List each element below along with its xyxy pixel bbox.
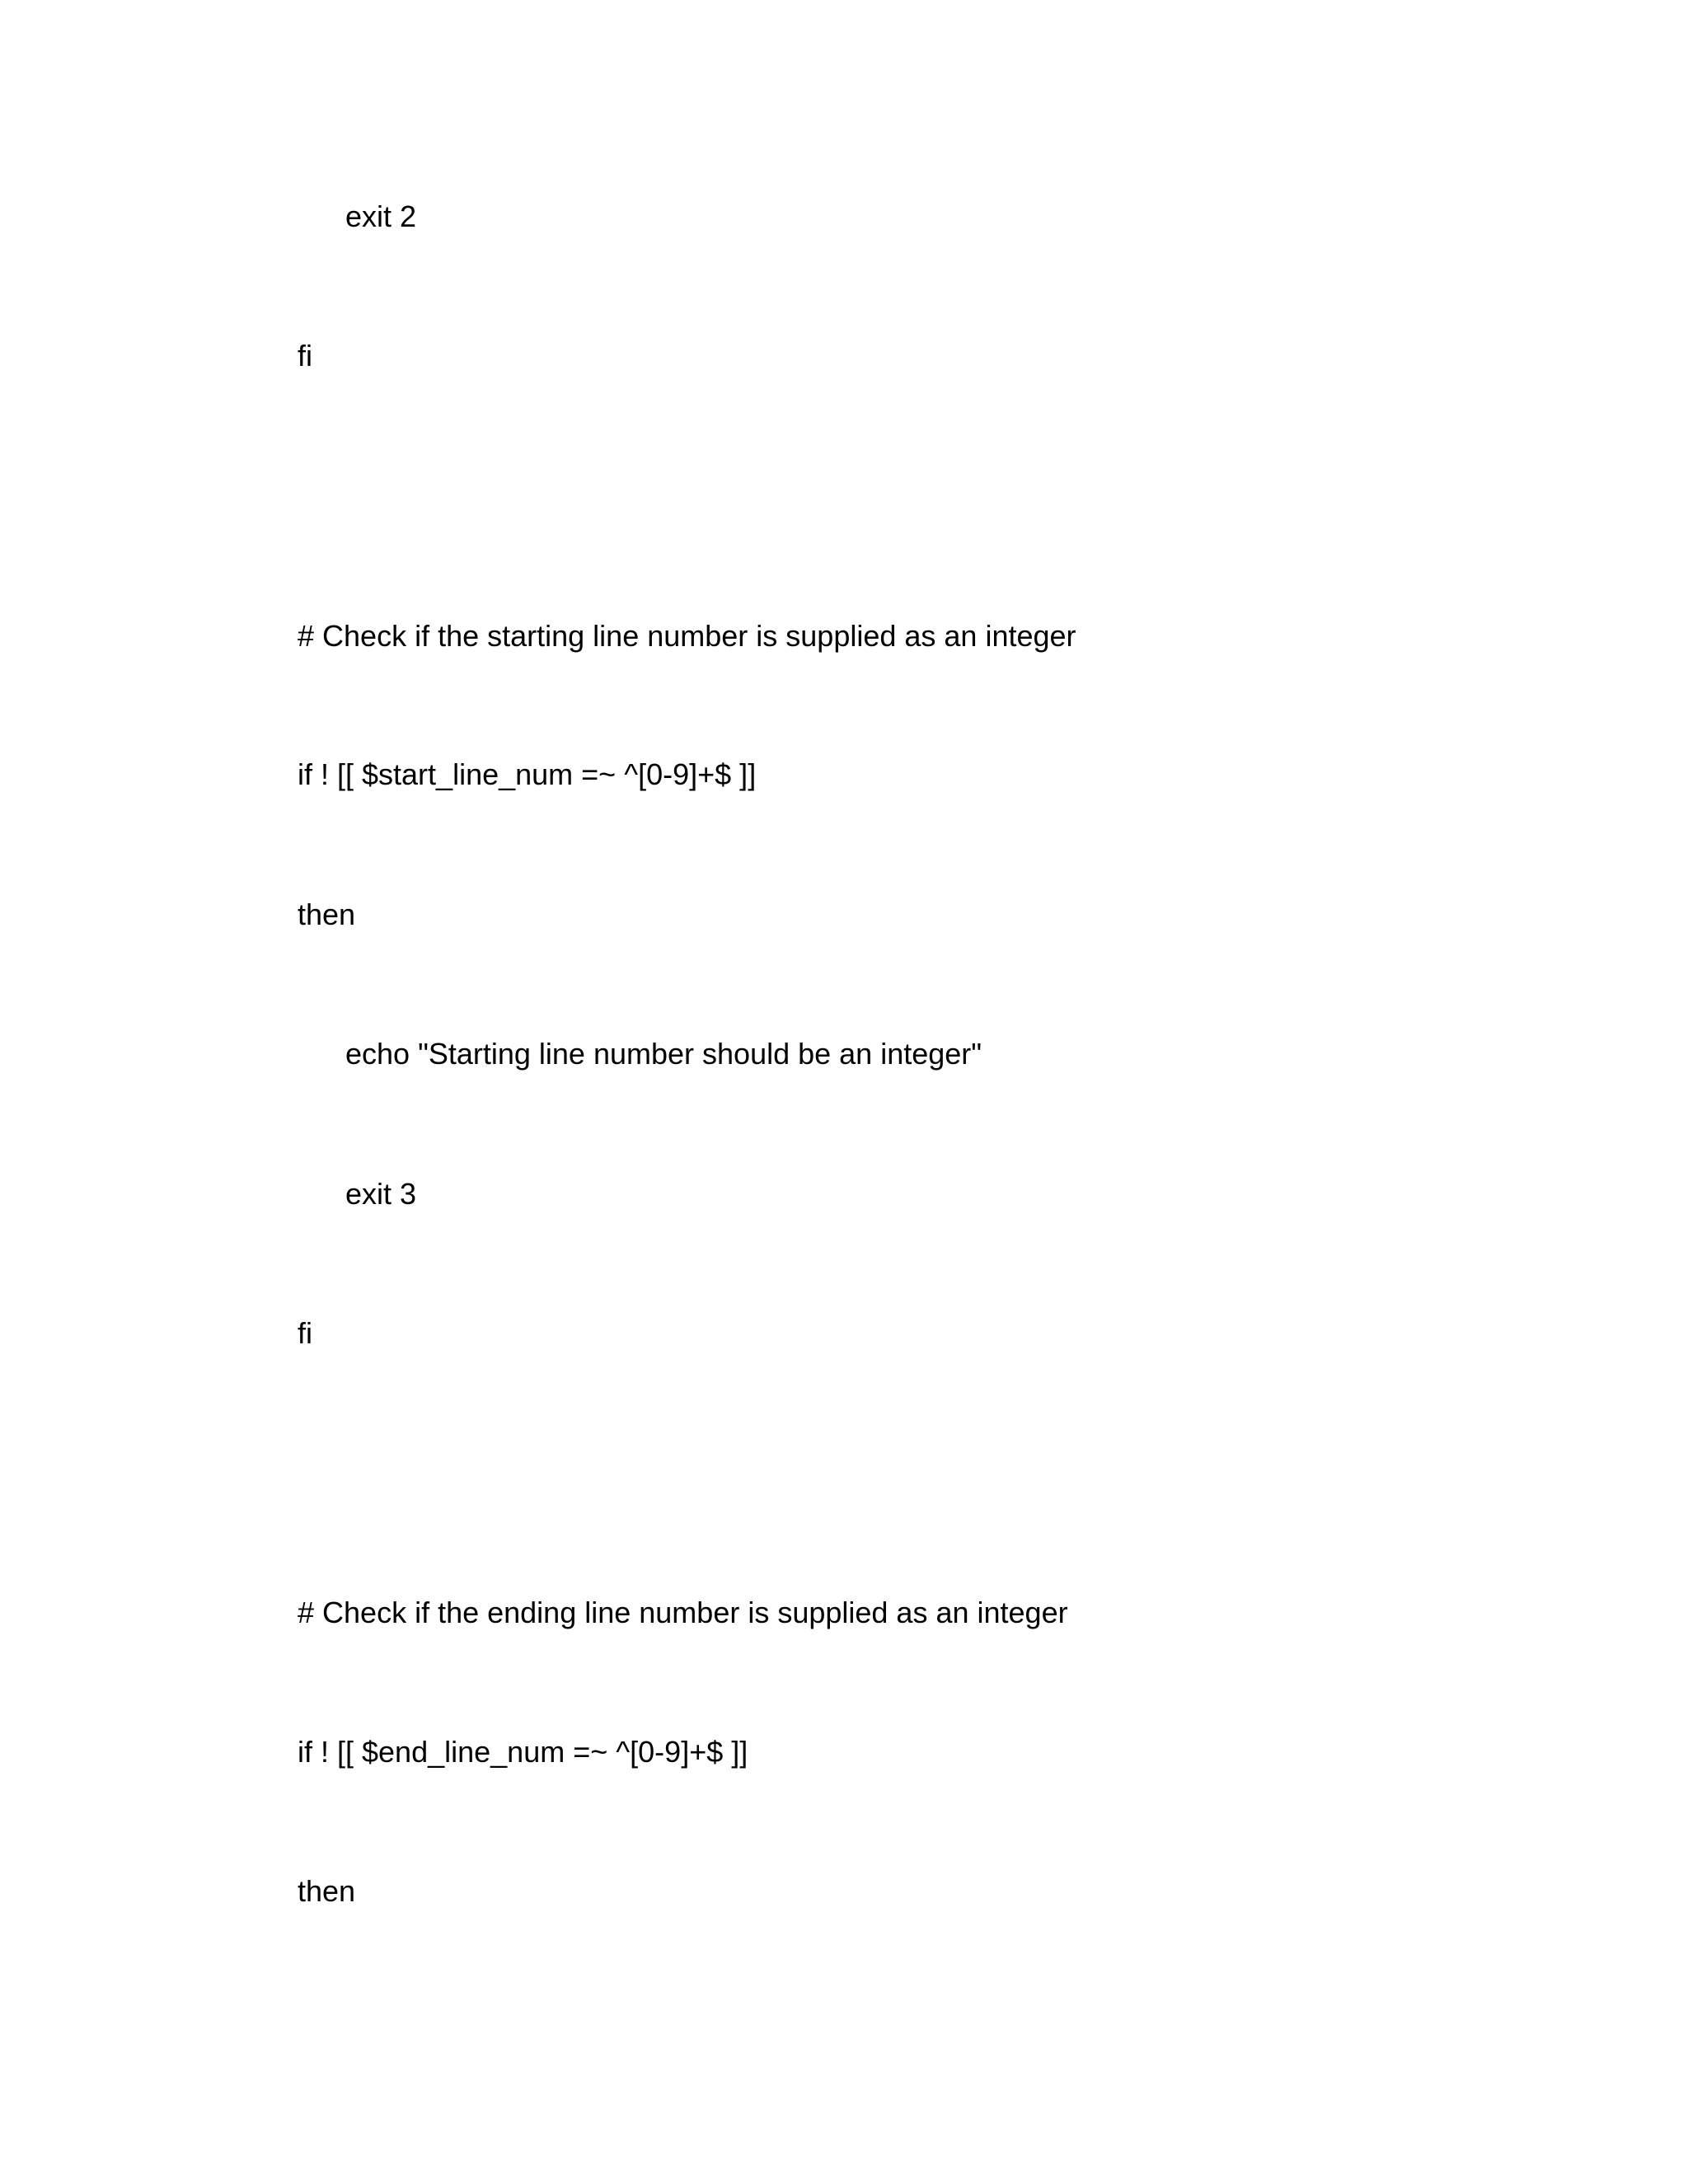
code-line-then: then: [298, 1874, 356, 1908]
code-line-exit-3: exit 3: [345, 1177, 417, 1211]
code-line-if-end: if ! [[ $end_line_num =~ ^[0-9]+$ ]]: [298, 1735, 748, 1769]
code-line-exit-2: exit 2: [345, 199, 417, 233]
code-comment-start-check: # Check if the starting line number is supplied as an integer: [298, 619, 1076, 653]
code-line-fi: fi: [298, 339, 312, 373]
code-line-echo-start: echo "Starting line number should be an integer": [345, 1037, 982, 1071]
code-line-if-start: if ! [[ $start_line_num =~ ^[0-9]+$ ]]: [298, 757, 757, 791]
code-line-then: then: [298, 898, 356, 931]
code-line-fi: fi: [298, 1316, 312, 1350]
code-comment-end-check: # Check if the ending line number is supplied as an integer: [298, 1596, 1068, 1629]
